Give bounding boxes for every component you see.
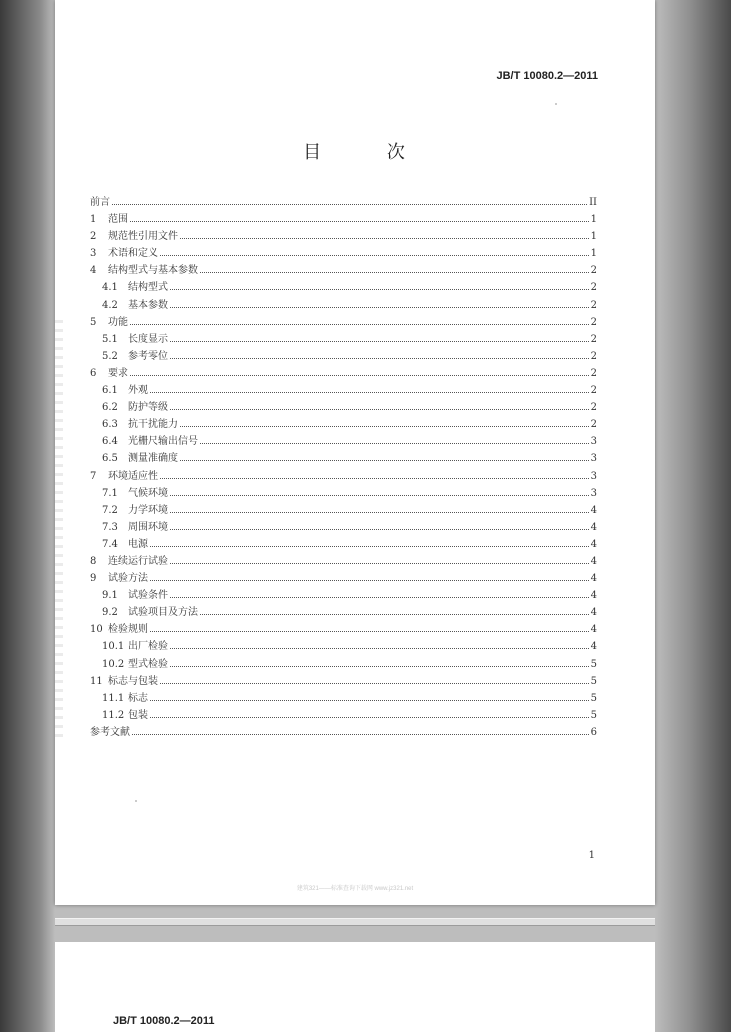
toc-entry-page: 2 xyxy=(590,385,597,397)
toc-entry-page: 2 xyxy=(590,350,597,362)
toc-leader-dots xyxy=(150,535,589,547)
toc-entry[interactable] xyxy=(90,655,597,672)
toc-entry-number: 10.1 xyxy=(102,641,125,653)
toc-entry[interactable] xyxy=(90,535,597,552)
toc-entry-page: 3 xyxy=(590,470,597,482)
toc-entry-title: 规范性引用文件 xyxy=(108,231,178,243)
toc-entry-title: 参考零位 xyxy=(128,350,168,362)
toc-entry-title: 功能 xyxy=(108,316,128,328)
toc-entry-number: 10.2 xyxy=(102,658,125,670)
toc-entry-page: 4 xyxy=(590,641,597,653)
toc-leader-dots xyxy=(160,467,589,479)
toc-entry-number: 5.1 xyxy=(102,333,118,345)
toc-entry-title: 周围环境 xyxy=(128,521,168,533)
toc-leader-dots xyxy=(170,278,589,290)
toc-entry-title: 参考文献 xyxy=(90,726,130,738)
toc-entry-title: 外观 xyxy=(128,385,148,397)
toc-entry[interactable] xyxy=(90,484,597,501)
toc-leader-dots xyxy=(130,210,589,222)
toc-entry[interactable] xyxy=(90,347,597,364)
toc-entry-number: 7.4 xyxy=(102,538,118,550)
toc-leader-dots xyxy=(170,484,589,496)
toc-entry[interactable] xyxy=(90,586,597,603)
toc-entry-page: 5 xyxy=(590,675,597,687)
toc-entry-title: 连续运行试验 xyxy=(108,555,168,567)
toc-entry-page: II xyxy=(589,197,597,208)
toc-entry[interactable] xyxy=(90,449,597,466)
toc-entry[interactable] xyxy=(90,261,597,278)
toc-entry[interactable] xyxy=(90,364,597,381)
scan-speck xyxy=(555,103,557,105)
toc-entry-title: 标志 xyxy=(128,692,148,704)
toc-entry-title: 基本参数 xyxy=(128,299,168,311)
toc-entry-number: 9.2 xyxy=(102,607,118,619)
toc-entry[interactable] xyxy=(90,569,597,586)
toc-entry-title: 检验规则 xyxy=(108,624,148,636)
toc-leader-dots xyxy=(132,723,589,735)
toc-entry[interactable] xyxy=(90,227,597,244)
toc-entry[interactable] xyxy=(90,415,597,432)
toc-entry[interactable] xyxy=(90,637,597,654)
toc-entry-title: 光栅尺输出信号 xyxy=(128,436,198,448)
toc-entry-page: 3 xyxy=(590,487,597,499)
toc-entry-page: 3 xyxy=(590,436,597,448)
toc-entry-page: 4 xyxy=(590,538,597,550)
toc-leader-dots xyxy=(150,706,589,718)
toc-entry-title: 结构型式与基本参数 xyxy=(108,265,198,277)
toc-leader-dots xyxy=(112,193,587,205)
page-title: 目 次 xyxy=(303,142,435,163)
toc-entry[interactable] xyxy=(90,603,597,620)
toc-entry-title: 环境适应性 xyxy=(108,470,158,482)
toc-entry-page: 2 xyxy=(590,282,597,294)
toc-entry-title: 试验项目及方法 xyxy=(128,607,198,619)
toc-entry[interactable] xyxy=(90,193,597,210)
toc-entry-page: 4 xyxy=(590,573,597,585)
toc-entry-number: 6 xyxy=(90,367,97,379)
toc-entry[interactable] xyxy=(90,313,597,330)
toc-entry-number: 4 xyxy=(90,265,97,277)
toc-entry-title: 防护等级 xyxy=(128,402,168,414)
page-separator xyxy=(55,918,655,926)
toc-entry-page: 5 xyxy=(590,658,597,670)
standard-code-header: JB/T 10080.2—2011 xyxy=(113,1015,215,1027)
toc-entry-number: 6.1 xyxy=(102,385,118,397)
toc-entry-page: 6 xyxy=(590,726,597,738)
toc-entry-number: 7.3 xyxy=(102,521,118,533)
toc-entry-title: 结构型式 xyxy=(128,282,168,294)
toc-entry-number: 11.1 xyxy=(102,692,125,704)
toc-leader-dots xyxy=(170,330,589,342)
document-page-next xyxy=(55,942,655,1032)
toc-leader-dots xyxy=(170,501,589,513)
toc-entry-title: 试验条件 xyxy=(128,590,168,602)
toc-entry[interactable] xyxy=(90,518,597,535)
toc-leader-dots xyxy=(170,637,589,649)
toc-leader-dots xyxy=(180,415,589,427)
toc-entry-number: 6.5 xyxy=(102,453,118,465)
toc-entry-page: 2 xyxy=(590,402,597,414)
toc-leader-dots xyxy=(170,552,589,564)
toc-entry-page: 3 xyxy=(590,453,597,465)
toc-entry-page: 1 xyxy=(590,231,597,243)
toc-entry-page: 2 xyxy=(590,265,597,277)
toc-entry[interactable] xyxy=(90,689,597,706)
toc-leader-dots xyxy=(180,449,589,461)
toc-entry-title: 力学环境 xyxy=(128,504,168,516)
toc-entry[interactable] xyxy=(90,244,597,261)
toc-entry-number: 4.1 xyxy=(102,282,118,294)
toc-entry-number: 4.2 xyxy=(102,299,118,311)
toc-entry-page: 4 xyxy=(590,555,597,567)
toc-entry-number: 3 xyxy=(90,248,97,260)
toc-entry[interactable] xyxy=(90,620,597,637)
toc-entry-number: 7 xyxy=(90,470,97,482)
toc-entry[interactable] xyxy=(90,381,597,398)
toc-entry-title: 范围 xyxy=(108,214,128,226)
toc-leader-dots xyxy=(160,672,589,684)
toc-entry-page: 4 xyxy=(590,590,597,602)
toc-entry[interactable] xyxy=(90,330,597,347)
toc-entry-page: 4 xyxy=(590,624,597,636)
toc-entry-page: 5 xyxy=(590,709,597,721)
toc-entry-number: 6.3 xyxy=(102,419,118,431)
toc-leader-dots xyxy=(200,432,589,444)
toc-entry[interactable] xyxy=(90,706,597,723)
toc-leader-dots xyxy=(180,227,589,239)
toc-entry[interactable] xyxy=(90,467,597,484)
toc-entry-number: 6.2 xyxy=(102,402,118,414)
toc-entry-number: 5 xyxy=(90,316,97,328)
toc-leader-dots xyxy=(200,261,589,273)
toc-entry-title: 电源 xyxy=(128,538,148,550)
toc-entry-number: 2 xyxy=(90,231,97,243)
toc-entry-number: 9.1 xyxy=(102,590,118,602)
toc-entry-title: 型式检验 xyxy=(128,658,168,670)
toc-entry-number: 7.2 xyxy=(102,504,118,516)
toc-entry-title: 要求 xyxy=(108,367,128,379)
toc-leader-dots xyxy=(170,655,589,667)
toc-entry-title: 出厂检验 xyxy=(128,641,168,653)
toc-entry-page: 5 xyxy=(590,692,597,704)
toc-entry[interactable] xyxy=(90,210,597,227)
toc-entry-page: 1 xyxy=(590,214,597,226)
toc-leader-dots xyxy=(130,364,589,376)
toc-entry-page: 2 xyxy=(590,367,597,379)
toc-entry[interactable] xyxy=(90,296,597,313)
toc-entry[interactable] xyxy=(90,398,597,415)
standard-code-header: JB/T 10080.2—2011 xyxy=(496,70,598,82)
toc-leader-dots xyxy=(170,586,589,598)
toc-leader-dots xyxy=(150,381,589,393)
toc-leader-dots xyxy=(150,689,589,701)
toc-entry[interactable] xyxy=(90,501,597,518)
toc-entry-page: 2 xyxy=(590,333,597,345)
page-number: 1 xyxy=(588,850,595,861)
toc-leader-dots xyxy=(130,313,589,325)
toc-entry-number: 1 xyxy=(90,214,97,226)
toc-entry[interactable] xyxy=(90,723,597,740)
toc-leader-dots xyxy=(170,518,589,530)
toc-entry-title: 包装 xyxy=(128,709,148,721)
toc-entry-title: 测量准确度 xyxy=(128,453,178,465)
toc-entry-title: 气候环境 xyxy=(128,487,168,499)
toc-entry-title: 抗干扰能力 xyxy=(128,419,178,431)
table-of-contents xyxy=(90,193,597,740)
toc-entry-title: 长度显示 xyxy=(128,333,168,345)
toc-entry[interactable] xyxy=(90,432,597,449)
toc-entry-number: 5.2 xyxy=(102,350,118,362)
toc-entry-number: 6.4 xyxy=(102,436,118,448)
toc-entry-number: 10 xyxy=(90,624,103,636)
toc-entry-number: 7.1 xyxy=(102,487,118,499)
toc-entry[interactable] xyxy=(90,552,597,569)
toc-entry-title: 标志与包装 xyxy=(108,675,158,687)
toc-entry-page: 2 xyxy=(590,316,597,328)
toc-entry-number: 11 xyxy=(90,675,103,687)
toc-entry-number: 9 xyxy=(90,573,97,585)
toc-entry-page: 4 xyxy=(590,521,597,533)
document-page xyxy=(55,0,655,905)
toc-entry-number: 11.2 xyxy=(102,709,125,721)
toc-leader-dots xyxy=(170,347,589,359)
toc-leader-dots xyxy=(200,603,589,615)
watermark: 建筑321——标准查询下载网 www.jz321.net xyxy=(296,886,414,892)
toc-leader-dots xyxy=(160,244,589,256)
toc-leader-dots xyxy=(150,620,589,632)
toc-entry-title: 试验方法 xyxy=(108,573,148,585)
toc-entry[interactable] xyxy=(90,672,597,689)
toc-entry-page: 2 xyxy=(590,299,597,311)
toc-entry-page: 1 xyxy=(590,248,597,260)
toc-entry-number: 8 xyxy=(90,555,97,567)
toc-entry-page: 2 xyxy=(590,419,597,431)
toc-entry[interactable] xyxy=(90,278,597,295)
scan-edge-noise xyxy=(55,320,63,740)
toc-entry-page: 4 xyxy=(590,504,597,516)
toc-entry-title: 术语和定义 xyxy=(108,248,158,260)
scan-speck xyxy=(135,800,137,802)
toc-leader-dots xyxy=(150,569,589,581)
toc-entry-page: 4 xyxy=(590,607,597,619)
toc-leader-dots xyxy=(170,398,589,410)
toc-entry-title: 前言 xyxy=(90,197,110,208)
toc-leader-dots xyxy=(170,296,589,308)
